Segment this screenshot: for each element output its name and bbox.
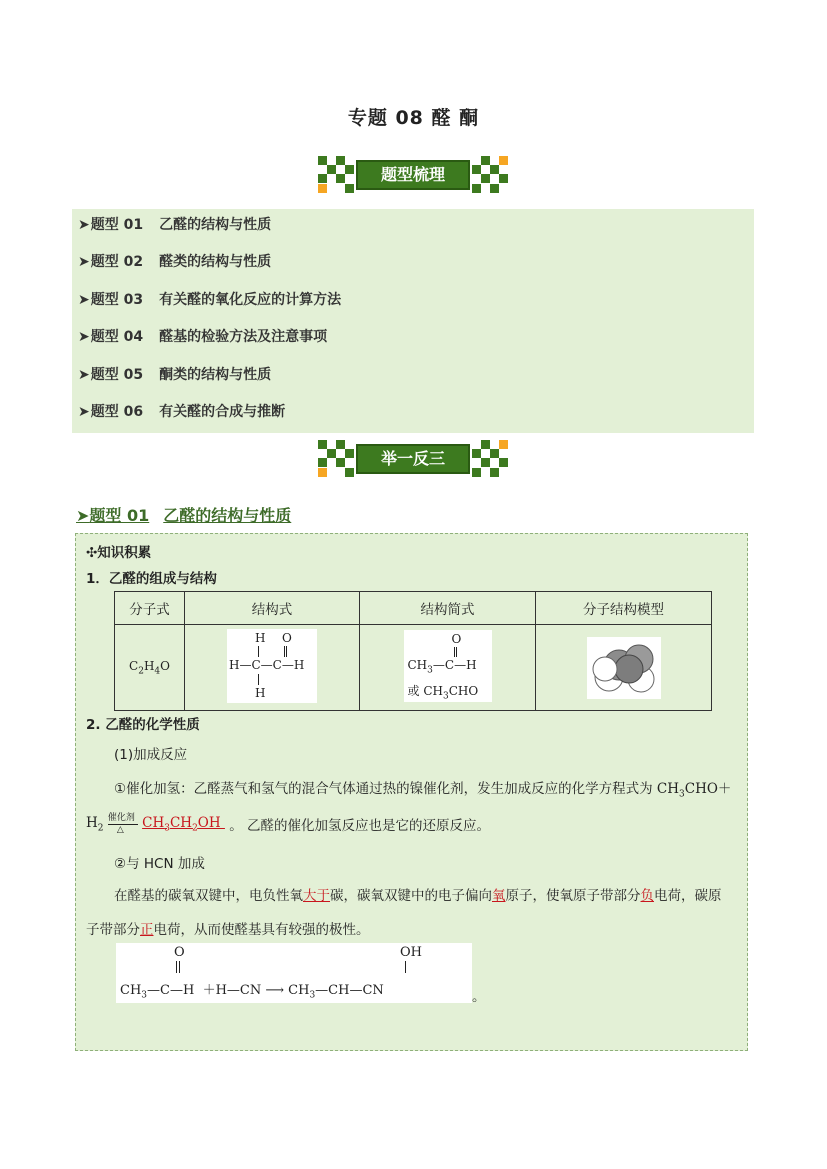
space-filling-model [587,637,661,699]
polarity-text-1: 在醛基的碳氧双键中，电负性氧大于碳，碳氧双键中的电子偏向氧原子，使氧原子带部分负电荷，碳原 [114,888,722,904]
hydrogenation-text: ①催化加氢：乙醛蒸气和氢气的混合气体通过热的镍催化剂，发生加成反应的化学方程式为 $CH_3CHO+$ [114,781,732,800]
th-simplified: 结构简式 [360,592,536,625]
toc-item[interactable]: ➤题型 05 酮类的结构与性质 [78,367,272,383]
banner-examples [318,440,508,478]
th-structural: 结构式 [185,592,360,625]
hcn-addition-heading: ②与 HCN 加成 [114,856,205,872]
toc-item[interactable]: ➤题型 01 乙醛的结构与性质 [78,217,272,233]
banner-question-types [318,156,508,194]
catalyst-label: 催化剂 [107,813,135,823]
knowledge-box: ✣知识积累 1．乙醛的组成与结构 分子式 结构式 结构简式 分子结构模型 $C_2H_4O$ H O H—C—C—H H O $CH_3—C—H$ 或 $CH_3CHO$ 2. 乙醛的化学性质 (1)加成反应 ①催化加氢：乙醛蒸气和氢气的混合气体通过热的镍催化剂，发生加成反应的化学方程式为 $CH_3CHO+$ $H_2$ 催化剂 △ $CH_3CH_2OH$ 。 乙醛的催化加氢反应也是它的还原反应。 ②与 HCN 加成 在醛基的碳氧双键中，电负性氧大于碳，碳氧双键中的电子偏向氧原子，使氧原子带部分负电荷，碳原 子带部分正电荷，从而使醛基具有较强的极性。 O OH $CH_3—C—H$ ＋H—CN ⟶ $CH_3—CH—CN$ 。 [75,533,748,1051]
polarity-text-2: 子带部分正电荷，从而使醛基具有较强的极性。 [86,922,370,938]
subheading-composition: 1．乙醛的组成与结构 [86,571,217,587]
banner-label: 题型梳理 [356,160,470,190]
toc-item[interactable]: ➤题型 03 有关醛的氧化反应的计算方法 [78,292,342,308]
toc-item[interactable]: ➤题型 04 醛基的检验方法及注意事项 [78,329,328,345]
toc-item[interactable]: ➤题型 06 有关醛的合成与推断 [78,404,286,420]
cell-formula: $C_2H_4O$ [115,625,185,711]
knowledge-heading: ✣知识积累 [86,545,152,561]
structural-formula: H O H—C—C—H H [227,629,317,703]
cell-model [536,625,712,711]
product-answer: $CH_3CH_2OH$ [142,814,225,834]
banner-label: 举一反三 [356,444,470,474]
structure-table [114,591,712,711]
cell-structural [185,625,360,711]
hcn-equation: O OH $CH_3—C—H$ ＋H—CN ⟶ $CH_3—CH—CN$ [116,943,472,1003]
th-model: 分子结构模型 [536,592,712,625]
toc-item[interactable]: ➤题型 02 醛类的结构与性质 [78,254,272,270]
hydrogenation-equation: $H_2$ 催化剂 △ $CH_3CH_2OH$ 。 乙醛的催化加氢反应也是它的还原反应。 [86,813,490,835]
subheading-properties: 2. 乙醛的化学性质 [86,717,200,733]
page-title: 专题 08 醛 酮 [347,107,480,129]
question-type-list [72,209,754,433]
section-heading[interactable]: ➤题型 01 乙醛的结构与性质 [76,506,292,525]
simplified-formula: O $CH_3—C—H$ 或 $CH_3CHO$ [404,630,492,702]
cell-simplified [360,625,536,711]
addition-reaction-heading: (1)加成反应 [114,747,188,763]
th-formula: 分子式 [115,592,185,625]
heat-symbol: △ [116,825,124,835]
